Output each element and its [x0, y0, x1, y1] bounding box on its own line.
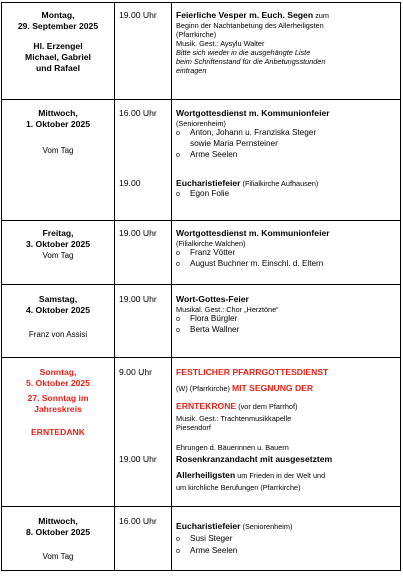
- event-title: Allerheiligsten: [176, 469, 236, 480]
- music-credit: Musik. Gest.: Aysylu Walter: [176, 38, 265, 48]
- note-line: eintragen: [176, 65, 207, 75]
- date-cell: [2, 221, 115, 285]
- date-cell: [2, 100, 115, 221]
- event-title: Wortgottesdienst m. Kommunionfeier: [176, 228, 330, 238]
- weekday: Samstag,: [38, 294, 78, 304]
- list-item: o Arme Seelen: [176, 545, 238, 555]
- date: 29. September 2025: [17, 21, 99, 31]
- music-credit: Musik. Gest.: Trachtenmusikkapelle: [176, 413, 292, 423]
- table-row: [2, 3, 401, 100]
- event-desc: Beginn der Nachtanbetung des Allerheiligsten: [176, 20, 324, 30]
- table-row: [2, 507, 401, 571]
- day-note: Franz von Assisi: [28, 330, 88, 339]
- weekday: Montag,: [41, 10, 75, 20]
- list-item: o August Buchner m. Einschl. d. Eltern: [176, 259, 324, 268]
- event-cell: [172, 3, 401, 100]
- event-cell: [172, 358, 401, 507]
- weekday: Freitag,: [42, 228, 74, 238]
- event-title: Feierliche Vesper m. Euch. Segen: [176, 10, 314, 20]
- event-title: Wortgottesdienst m. Kommunionfeier: [176, 108, 330, 118]
- event-title: Rosenkranzandacht mit ausgesetztem: [176, 454, 333, 464]
- event-title-suffix: zum: [313, 11, 329, 20]
- event-place: (Filialkirche Aufhausen): [240, 179, 319, 188]
- time-cell: [115, 221, 172, 285]
- table-row: [2, 100, 401, 221]
- event-title: MIT SEGNUNG DER: [231, 382, 314, 393]
- day-note: Vom Tag: [42, 146, 74, 155]
- event-place: (Seniorenheim): [240, 522, 293, 531]
- feast-name: ERNTEDANK: [31, 427, 85, 437]
- list-item: sowie Maria Pernsteiner: [190, 139, 278, 148]
- event-title: Wort-Gottes-Feier: [176, 294, 249, 304]
- event-title: Eucharistiefeier: [176, 521, 241, 531]
- weekday: Mittwoch,: [38, 516, 78, 526]
- event-time: 19.00 Uhr: [119, 10, 157, 20]
- list-item: o Susi Steger: [176, 534, 233, 543]
- event-cell: [172, 285, 401, 358]
- feast-line: Jahreskreis: [34, 404, 82, 414]
- time-cell: [115, 100, 172, 221]
- event-cell: [172, 507, 401, 571]
- date-cell: [2, 3, 115, 100]
- saint-line: Hl. Erzengel: [33, 41, 83, 51]
- event-desc: um kirchliche Berufungen (Pfarrkirche): [176, 482, 301, 492]
- time-cell: [115, 507, 172, 571]
- event-desc: um Frieden in der Welt und: [235, 470, 326, 480]
- date: 3. Oktober 2025: [25, 239, 90, 249]
- date-cell: [2, 358, 115, 507]
- date: 4. Oktober 2025: [25, 305, 90, 315]
- table-row: [2, 221, 401, 285]
- date-cell: [2, 285, 115, 358]
- saint-line: und Rafael: [36, 63, 80, 73]
- event-title: FESTLICHER PFARRGOTTESDIENST: [176, 367, 329, 377]
- time-cell: [115, 285, 172, 358]
- music-credit: Piesendorf: [176, 422, 211, 432]
- event-time: 19.00 Uhr: [119, 228, 157, 238]
- date: 8. Oktober 2025: [25, 527, 90, 537]
- note-line: beim Schriftenstand für die Anbetungsstunden: [176, 56, 326, 66]
- table-row: [2, 358, 401, 507]
- saint-line: Michael, Gabriel: [25, 52, 91, 62]
- day-note: Vom Tag: [42, 552, 74, 561]
- event-place: (Seniorenheim): [176, 118, 226, 128]
- event-time: 19.00: [119, 178, 141, 188]
- date: 5. Oktober 2025: [25, 378, 90, 388]
- event-time: 16.00 Uhr: [119, 108, 157, 118]
- list-item: o Flora Bürgler: [176, 313, 238, 323]
- honor-note: Ehrungen d. Bäuerinnen u. Bauern: [176, 442, 289, 452]
- event-place: (W) (Pfarrkirche): [176, 383, 232, 393]
- event-cell: [172, 100, 401, 221]
- day-note: Vom Tag: [42, 251, 74, 260]
- weekday: Mittwoch,: [38, 108, 78, 118]
- weekday: Sonntag,: [39, 367, 77, 377]
- list-item: o Arme Seelen: [176, 149, 238, 159]
- list-item: o Berta Wallner: [176, 325, 240, 334]
- list-item: o Franz Vötter: [176, 247, 236, 257]
- event-place: (vor dem Pfarrhof): [236, 401, 298, 411]
- event-title: ERNTEKRONE: [176, 400, 237, 411]
- feast-line: 27. Sonntag im: [27, 393, 89, 403]
- date: 1. Oktober 2025: [25, 119, 90, 129]
- event-place: (Filialkirche Walchen): [176, 238, 246, 248]
- time-cell: [115, 358, 172, 507]
- list-item: o Anton, Johann u. Franziska Steger: [176, 127, 317, 137]
- event-time: 9.00 Uhr: [119, 367, 152, 377]
- music-credit: Musikal. Gest.: Chor „Herztöne“: [176, 304, 279, 314]
- table-row: [2, 285, 401, 358]
- time-cell: [115, 3, 172, 100]
- date-cell: [2, 507, 115, 571]
- event-place: (Pfarrkirche): [176, 29, 217, 39]
- schedule-table: [1, 2, 401, 571]
- note-line: Bitte sich wieder in die ausgehängte Liste: [176, 47, 311, 57]
- list-item: o Egon Folie: [176, 188, 230, 198]
- event-title: Eucharistiefeier: [176, 178, 241, 188]
- event-cell: [172, 221, 401, 285]
- event-time: 19.00 Uhr: [119, 294, 157, 304]
- event-time: 19.00 Uhr: [119, 454, 157, 464]
- event-time: 16.00 Uhr: [119, 516, 157, 526]
